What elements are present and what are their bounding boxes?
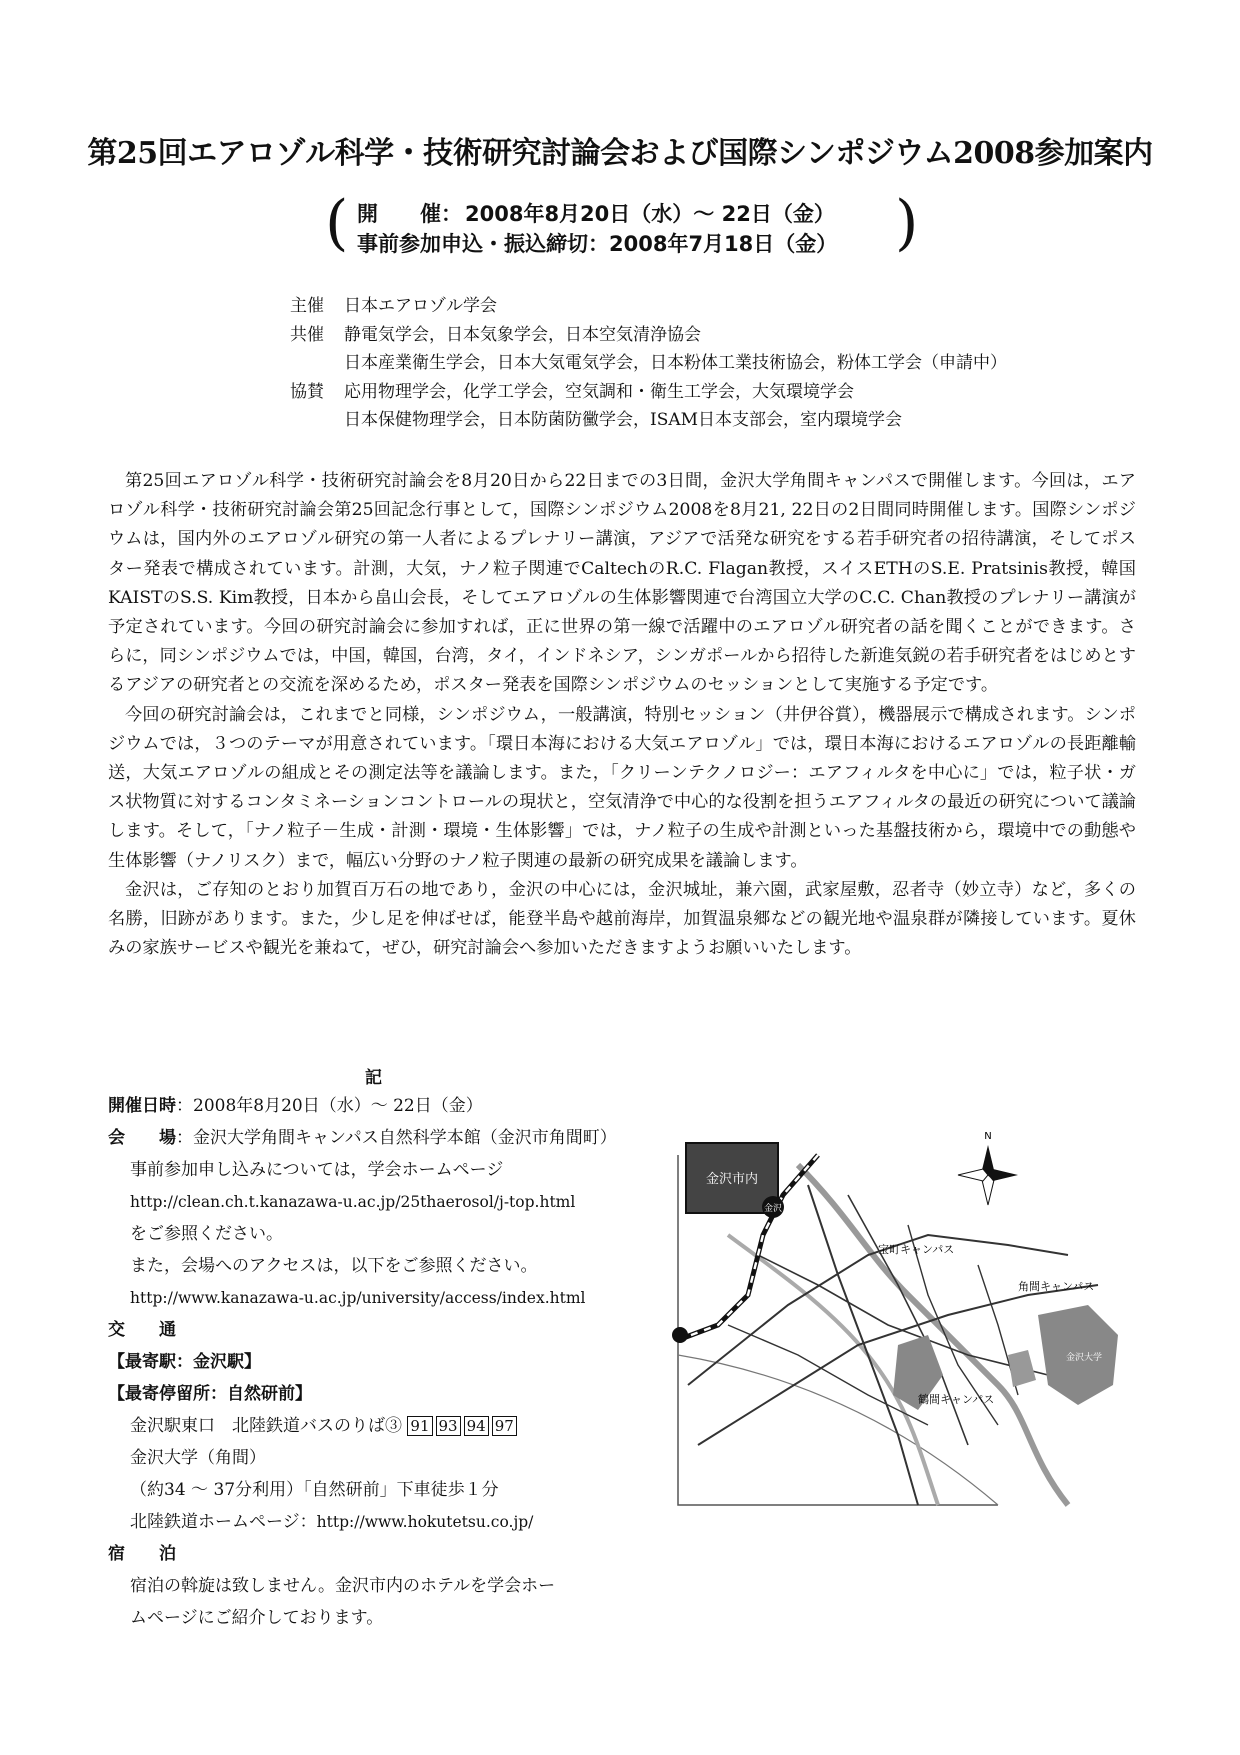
details-section xyxy=(108,1090,668,1634)
support-row xyxy=(290,378,1007,407)
event-dates-line xyxy=(357,198,835,228)
support-row-2 xyxy=(290,406,1007,435)
registration-link[interactable]: http://clean.ch.t.kanazawa-u.ac.jp/25thaerosol/j-top.html xyxy=(130,1193,576,1211)
deadline-value: 2008年7月18日（金） xyxy=(609,232,838,256)
cohost-value-1: 静電気学会，日本気象学会，日本空気清浄協会 xyxy=(344,324,701,345)
transport-label: 交 通 xyxy=(108,1320,176,1340)
registration-line: 事前参加申し込みについては，学会ホームページ xyxy=(130,1160,504,1180)
deadline-label: 事前参加申込・振込締切： xyxy=(357,232,609,256)
venue-row xyxy=(108,1122,668,1154)
bus-destination: 金沢大学（角間） xyxy=(130,1448,266,1468)
deadline-line xyxy=(357,228,837,258)
lodging-text-2: ムページにご紹介しております。 xyxy=(130,1608,384,1628)
support-value-1: 応用物理学会，化学工学会，空気調和・衛生工学会，大気環境学会 xyxy=(344,381,854,402)
cohost-row-2 xyxy=(290,349,1007,378)
map-univ-label: 金沢大学 xyxy=(1066,1353,1103,1363)
date-label: 開催日時 xyxy=(108,1096,176,1116)
body-text xyxy=(108,467,1136,963)
lodging-text-1: 宿泊の斡旋は致しません。金沢市内のホテルを学会ホー xyxy=(130,1576,556,1596)
map-takaramachi-label: 宝町キャンパス xyxy=(878,1243,955,1256)
map-kakuma-label: 角間キャンパス xyxy=(1018,1280,1095,1293)
venue-value: ：金沢大学角間キャンパス自然科学本館（金沢市角間町） xyxy=(176,1128,617,1148)
bus-number: 97 xyxy=(492,1416,517,1436)
access-map xyxy=(668,1125,1128,1525)
page-title: 第25回エアロゾル科学・技術研究討論会および国際シンポジウム2008参加案内 xyxy=(87,136,1153,171)
host-row xyxy=(290,292,1007,321)
event-dates-label: 開 催： xyxy=(357,202,462,226)
map-tsuruma-label: 鶴間キャンパス xyxy=(918,1393,995,1406)
hokutetsu-line xyxy=(108,1506,668,1538)
bus-line-text: 金沢駅東口 北陸鉄道バスのりば③ xyxy=(130,1416,402,1436)
right-paren: ) xyxy=(895,188,919,258)
bus-number: 94 xyxy=(464,1416,489,1436)
venue-label: 会 場 xyxy=(108,1128,176,1148)
paragraph-2: 今回の研究討論会は，これまでと同様，シンポジウム，一般講演，特別セッション（井伊谷賞），機器展示で構成されます。シンポジウムでは，３つのテーマが用意されています。「環日本海における大気エアロゾル」では，環日本海におけるエアロゾルの長距離輸送，大気エアロゾルの組成とその測定法等を議論します。また，「クリーンテクノロジー：エアフィルタを中心に」では，粒子状・ガス状物質に対するコンタミネーションコントロールの現状と，空気清浄で中心的な役割を担うエアフィルタの最近の研究について議論します。そして，「ナノ粒子－生成・計測・環境・生体影響」では，ナノ粒子の生成や計測といった基盤技術から，環境中での動態や生体影響（ナノリスク）まで，幅広い分野のナノ粒子関連の最新の研究成果を議論します。 xyxy=(108,704,1136,871)
nearest-busstop: 【最寄停留所：自然研前】 xyxy=(108,1384,312,1404)
paragraph-1: 第25回エアロゾル科学・技術研究討論会を8月20日から22日までの3日間，金沢大学角間キャンパスで開催します。今回は，エアロゾル科学・技術研究討論会第25回記念行事として，国際シンポジウム2008を8月21, 22日の2日間同時開催します。国際シンポジウムは，国内外のエアロゾル研究の第一人者によるプレナリー講演，アジアで活発な研究をする若手研究者の招待講演，そしてポスター発表で構成されています。計測，大気，ナノ粒子関連でCaltechのR.C. Flagan教授，スイスETHのS.E. Pratsinis教授，韓国KAISTのS.S. Kim教授，日本から畠山会長，そしてエアロゾルの生体影響関連で台湾国立大学のC.C. Chan教授のプレナリー講演が予定されています。今回の研究討論会に参加すれば，正に世界の第一線で活躍中のエアロゾル研究者の話を聞くことができます。さらに，同シンポジウムでは，中国，韓国，台湾，タイ，インドネシア，シンガポールから招待した新進気鋭の若手研究者をはじめとするアジアの研究者との交流を深めるため，ポスター発表を国際シンポジウムのセッションとして実施する予定です。 xyxy=(108,471,1137,696)
ki-heading: 記 xyxy=(365,1068,382,1088)
north-label: N xyxy=(984,1131,992,1142)
date-row xyxy=(108,1090,668,1122)
map-station-label: 金沢 xyxy=(763,1204,783,1214)
bus-line xyxy=(108,1410,668,1442)
nearest-station: 【最寄駅：金沢駅】 xyxy=(108,1352,261,1372)
date-block xyxy=(325,188,925,264)
access-link[interactable]: http://www.kanazawa-u.ac.jp/university/access/index.html xyxy=(130,1289,586,1307)
date-value: ：2008年8月20日（水）～ 22日（金） xyxy=(176,1096,483,1116)
host-value: 日本エアロゾル学会 xyxy=(344,296,497,316)
support-label: 協賛 xyxy=(290,381,324,402)
event-dates-value: 2008年8月20日（水）～ 22日（金） xyxy=(465,202,835,226)
hokutetsu-label: 北陸鉄道ホームページ： xyxy=(130,1512,317,1532)
bus-number: 93 xyxy=(436,1416,461,1436)
hokutetsu-link[interactable]: http://www.hokutetsu.co.jp/ xyxy=(316,1513,534,1531)
left-paren: ( xyxy=(325,188,349,258)
paragraph-3: 金沢は，ご存知のとおり加賀百万石の地であり，金沢の中心には，金沢城址，兼六園，武家屋敷，忍者寺（妙立寺）など，多くの名勝，旧跡があります。また，少し足を伸ばせば，能登半島や越前海岸，加賀温泉郷などの観光地や温泉群が隣接しています。夏休みの家族サービスや観光を兼ねて，ぜひ，研究討論会へ参加いただきますようお願いいたします。 xyxy=(108,879,1136,959)
access-line: また，会場へのアクセスは，以下をご参照ください。 xyxy=(130,1256,538,1276)
lodging-label: 宿 泊 xyxy=(108,1544,176,1564)
cohost-label: 共催 xyxy=(290,324,324,345)
bus-time: （約34 ～ 37分利用）「自然研前」下車徒歩１分 xyxy=(130,1480,499,1500)
organizers xyxy=(290,292,1007,435)
host-label: 主催 xyxy=(290,296,324,316)
registration-line-2: をご参照ください。 xyxy=(130,1224,283,1244)
bus-number: 91 xyxy=(407,1416,432,1436)
map-city-label: 金沢市内 xyxy=(705,1172,759,1187)
cohost-row xyxy=(290,321,1007,350)
support-value-2: 日本保健物理学会，日本防菌防黴学会，ISAM日本支部会，室内環境学会 xyxy=(344,410,903,430)
cohost-value-2: 日本産業衛生学会，日本大気電気学会，日本粉体工業技術協会，粉体工学会（申請中） xyxy=(344,353,1007,373)
